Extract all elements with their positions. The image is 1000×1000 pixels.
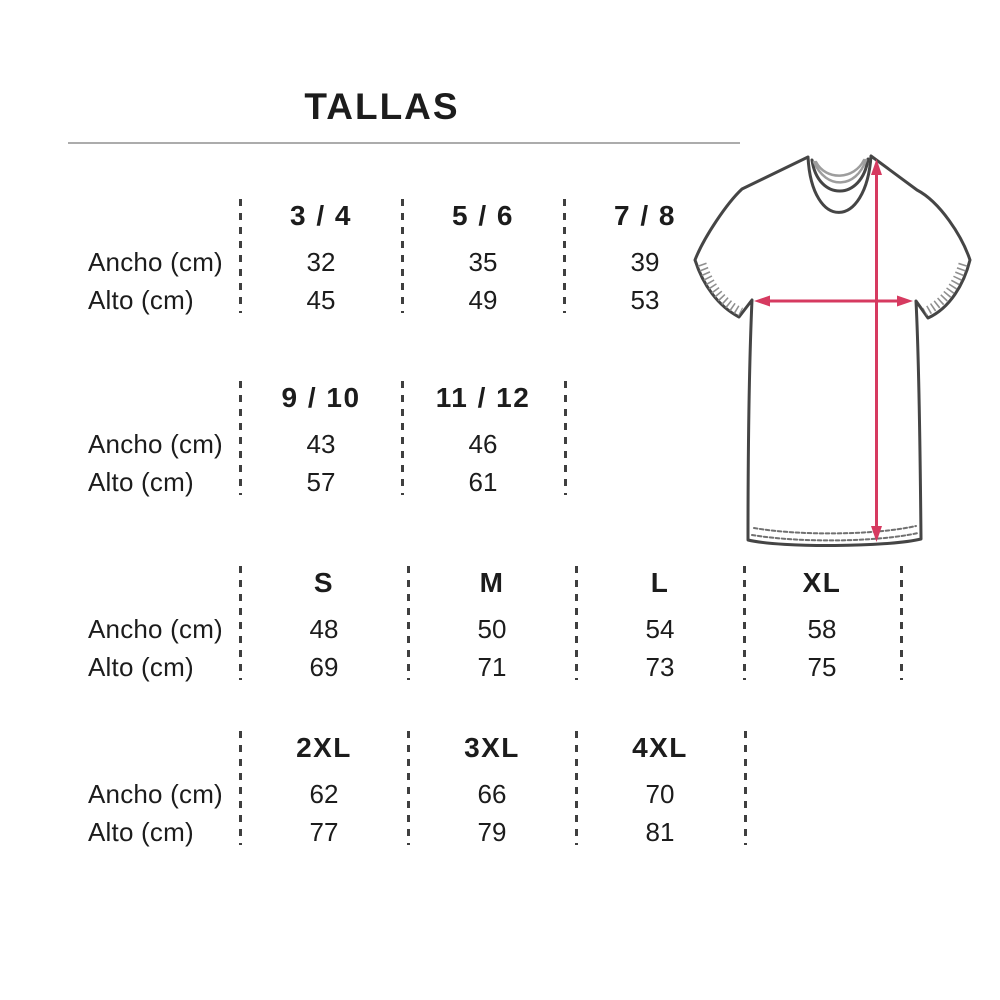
size-column bbox=[408, 721, 576, 851]
row-label-alto: Alto (cm) bbox=[88, 466, 194, 497]
size-column bbox=[402, 371, 564, 501]
title-divider bbox=[68, 142, 740, 144]
ancho-value: 58 bbox=[807, 613, 837, 644]
tshirt-outline bbox=[695, 156, 970, 546]
size-header: 5 / 6 bbox=[452, 200, 514, 231]
ancho-value: 62 bbox=[309, 778, 339, 809]
alto-value: 79 bbox=[477, 816, 507, 847]
size-group-2 bbox=[68, 371, 567, 501]
row-label-alto: Alto (cm) bbox=[88, 816, 194, 847]
size-header: 11 / 12 bbox=[435, 382, 531, 413]
alto-value: 77 bbox=[309, 816, 339, 847]
collar-back-line-2 bbox=[814, 160, 866, 182]
alto-value: 49 bbox=[468, 284, 498, 315]
alto-value: 61 bbox=[468, 466, 498, 497]
size-column bbox=[576, 721, 744, 851]
size-header: 7 / 8 bbox=[614, 200, 676, 231]
size-header: L bbox=[650, 567, 670, 598]
alto-value: 75 bbox=[807, 651, 837, 682]
alto-value: 73 bbox=[645, 651, 675, 682]
size-header: 3 / 4 bbox=[290, 200, 352, 231]
size-column bbox=[240, 189, 402, 319]
row-label-ancho: Ancho (cm) bbox=[88, 778, 223, 809]
header-spacer bbox=[68, 371, 240, 425]
alto-value: 53 bbox=[630, 284, 660, 315]
alto-value: 57 bbox=[306, 466, 336, 497]
row-label-ancho: Ancho (cm) bbox=[88, 613, 223, 644]
size-group-4 bbox=[68, 721, 747, 851]
size-column bbox=[402, 189, 564, 319]
size-header: S bbox=[313, 567, 335, 598]
ancho-value: 35 bbox=[468, 246, 498, 277]
size-column bbox=[408, 556, 576, 686]
ancho-value: 39 bbox=[630, 246, 660, 277]
size-group-1 bbox=[68, 189, 726, 319]
page-title: TALLAS bbox=[304, 86, 460, 127]
tshirt-drawing bbox=[695, 156, 970, 546]
row-label-alto: Alto (cm) bbox=[88, 284, 194, 315]
alto-value: 69 bbox=[309, 651, 339, 682]
row-labels bbox=[68, 721, 240, 851]
size-header: 4XL bbox=[632, 732, 688, 763]
ancho-value: 50 bbox=[477, 613, 507, 644]
ancho-value: 43 bbox=[306, 428, 336, 459]
row-label-alto: Alto (cm) bbox=[88, 651, 194, 682]
row-labels bbox=[68, 371, 240, 501]
ancho-value: 32 bbox=[306, 246, 336, 277]
collar-back-line bbox=[816, 160, 864, 176]
ancho-value: 66 bbox=[477, 778, 507, 809]
row-label-ancho: Ancho (cm) bbox=[88, 246, 223, 277]
column-separator bbox=[900, 566, 903, 680]
ancho-value: 70 bbox=[645, 778, 675, 809]
alto-value: 81 bbox=[645, 816, 675, 847]
header-spacer bbox=[68, 556, 240, 610]
size-header: 9 / 10 bbox=[281, 382, 361, 413]
size-header: M bbox=[479, 567, 505, 598]
size-column bbox=[576, 556, 744, 686]
header-spacer bbox=[68, 721, 240, 775]
size-header: 2XL bbox=[296, 732, 352, 763]
size-header: XL bbox=[802, 567, 842, 598]
ancho-value: 54 bbox=[645, 613, 675, 644]
column-separator bbox=[744, 731, 747, 845]
size-group-3 bbox=[68, 556, 903, 686]
ancho-value: 46 bbox=[468, 428, 498, 459]
column-separator bbox=[564, 381, 567, 495]
size-column bbox=[744, 556, 900, 686]
size-column bbox=[240, 371, 402, 501]
header-spacer bbox=[68, 189, 240, 243]
row-labels bbox=[68, 189, 240, 319]
alto-value: 71 bbox=[477, 651, 507, 682]
alto-value: 45 bbox=[306, 284, 336, 315]
size-column bbox=[564, 189, 726, 319]
size-column bbox=[240, 721, 408, 851]
size-column bbox=[240, 556, 408, 686]
ancho-value: 48 bbox=[309, 613, 339, 644]
row-labels bbox=[68, 556, 240, 686]
row-label-ancho: Ancho (cm) bbox=[88, 428, 223, 459]
size-header: 3XL bbox=[464, 732, 520, 763]
